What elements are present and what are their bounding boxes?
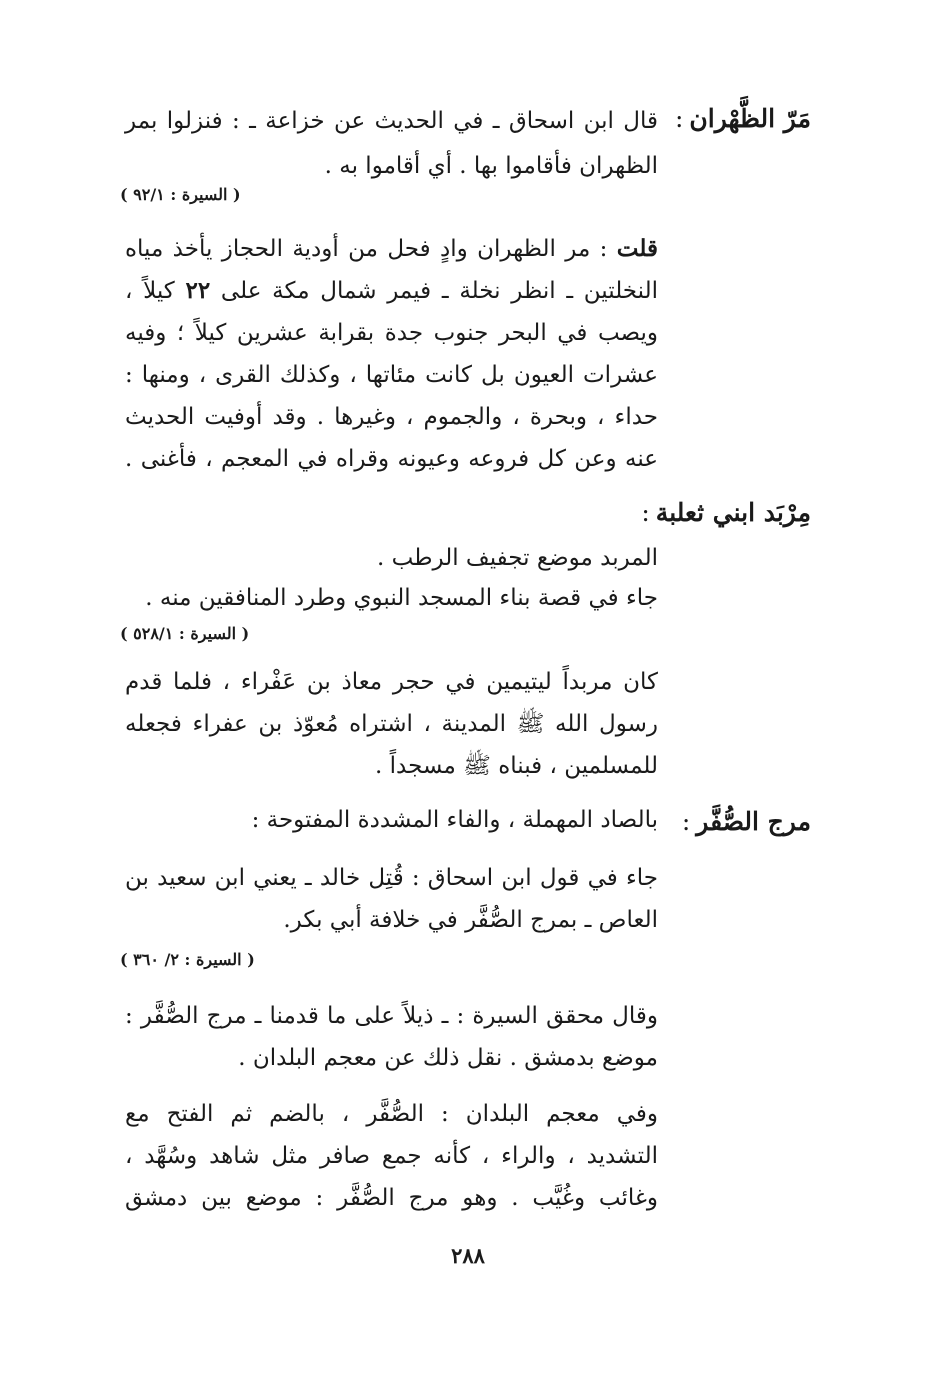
entry-heading: مَرّ الظَّهْران: — [674, 104, 811, 133]
note-line: النخلتين ـ انظر نخلة ـ فيمر شمال مكة على ٢٢ كيلاً ، — [125, 277, 658, 304]
citation: ( السيرة : ٥٢٨/١ ) — [120, 624, 250, 643]
body-line: بالصاد المهملة ، والفاء المشددة المفتوحة : — [251, 807, 658, 833]
body-line: الظهران فأقاموا بها . أي أقاموا به . — [324, 153, 658, 179]
body-line: المربد موضع تجفيف الرطب . — [377, 545, 658, 571]
body-line: جاء في قصة بناء المسجد النبوي وطرد المنافقين منه . — [145, 585, 658, 611]
note-line: قلت : مر الظهران وادٍ فحل من أودية الحجاز يأخذ مياه — [125, 235, 658, 262]
quote-line: جاء في قول ابن اسحاق : قُتِل خالد ـ يعني ابن سعيد بن — [125, 865, 658, 891]
page-number: ٢٨٨ — [451, 1243, 485, 1268]
body-line: قال ابن اسحاق ـ في الحديث عن خزاعة ـ : فنزلوا بمر — [125, 108, 658, 134]
quote-line: العاص ـ بمرج الصُّفَّر في خلافة أبي بكر. — [283, 907, 658, 933]
note-line: حداء ، وبحرة ، والجموم ، وغيرها . وقد أوفيت الحديث — [125, 404, 658, 430]
note-line: التشديد ، والراء ، كأنه جمع صافر مثل شاهد وسُهَّد ، — [125, 1143, 658, 1169]
note-line: وقال محقق السيرة : ـ ذيلاً على ما قدمنا ـ مرج الصُّفَّر : — [125, 1003, 658, 1029]
note-line: رسول الله ﷺ المدينة ، اشتراه مُعوّذ بن عفراء فجعله — [125, 711, 658, 737]
entry-heading: مرج الصُّفَّر: — [681, 807, 811, 836]
note-line: للمسلمين ، فبناه ﷺ مسجداً . — [375, 753, 658, 779]
note-line: عنه وعن كل فروعه وعيونه وقراه في المعجم ، فأغنى . — [125, 446, 658, 472]
note-line: وفي معجم البلدان : الصُّفَّر ، بالضم ثم الفتح مع — [125, 1101, 658, 1127]
citation: ( السيرة : ٢/ ٣٦٠ ) — [120, 950, 255, 969]
note-line: موضع بدمشق . نقل ذلك عن معجم البلدان . — [238, 1045, 658, 1071]
note-line: كان مربداً ليتيمين في حجر معاذ بن عَفْراء ، فلما قدم — [125, 669, 658, 695]
note-line: عشرات العيون بل كانت مئاتها ، وكذلك القرى ، ومنها : — [125, 362, 658, 388]
note-line: وغائب وغُيَّب . وهو مرج الصُّفَّر : موضع بين دمشق — [125, 1185, 658, 1211]
entry-heading: مِرْبَد ابني ثعلبة: — [641, 498, 811, 527]
note-line: ويصب في البحر جنوب جدة بقرابة عشرين كيلاً ؛ وفيه — [125, 320, 658, 346]
citation: ( السيرة : ٩٢/١ ) — [120, 185, 241, 204]
